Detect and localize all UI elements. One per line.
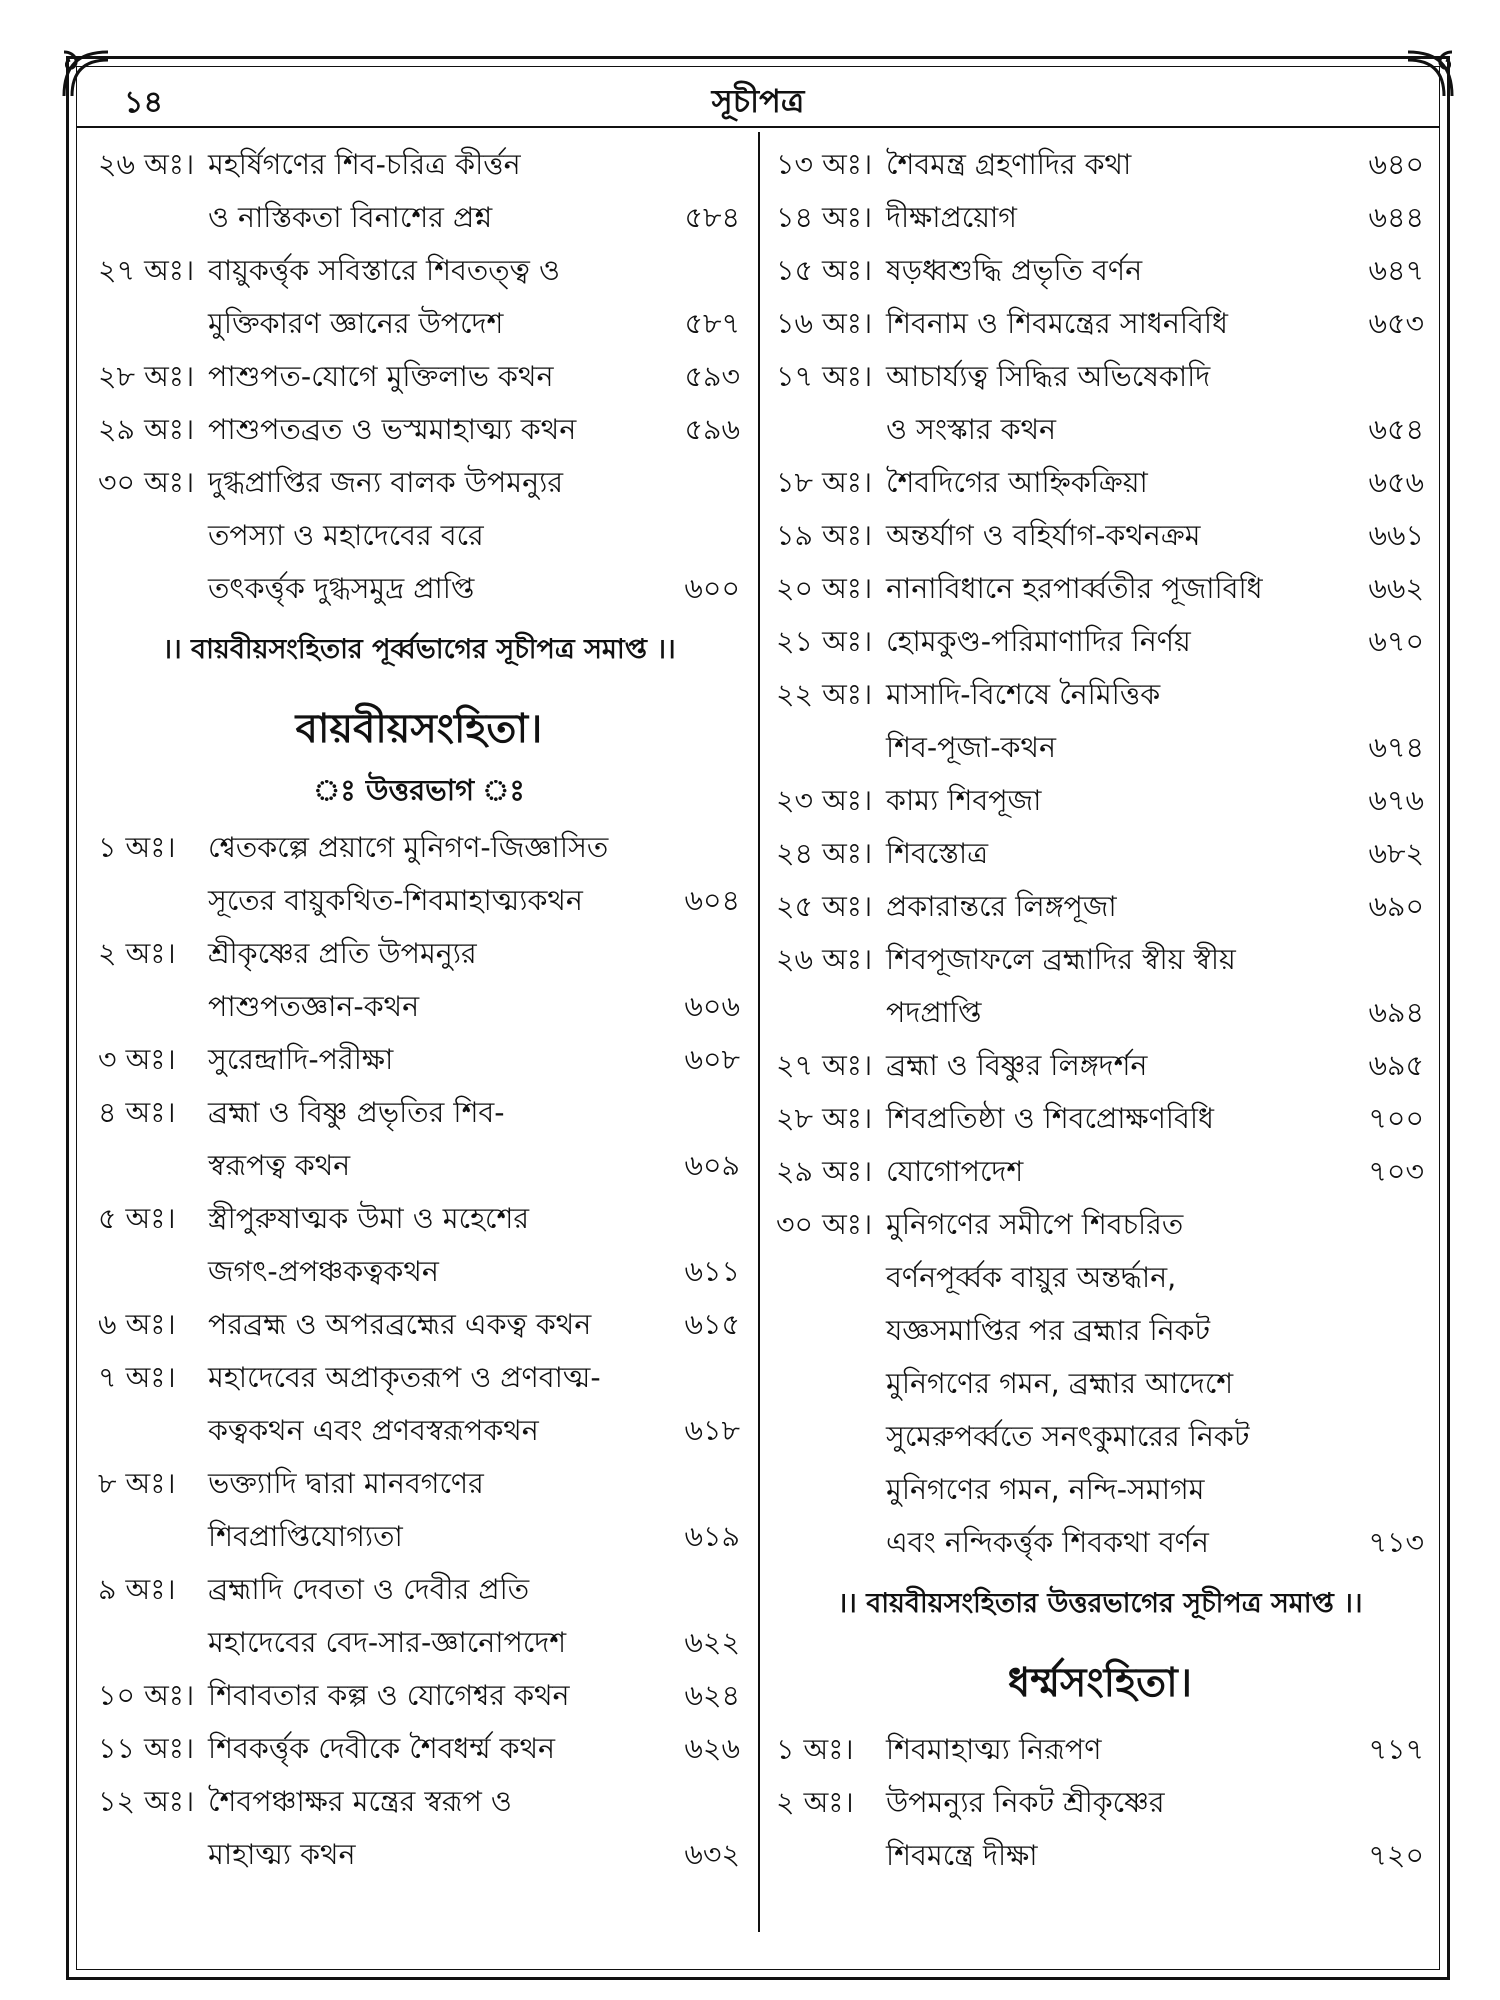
chapter-title: শিবপ্রতিষ্ঠা ও শিবপ্রোক্ষণবিধি [886, 1102, 1214, 1135]
page-reference: ৭১৭ [1368, 1733, 1424, 1766]
chapter-title: শৈবপঞ্চাক্ষর মন্ত্রের স্বরূপ ও [208, 1785, 512, 1818]
toc-entry [98, 1192, 740, 1298]
chapter-number: ১৪ অঃ। [776, 201, 873, 234]
toc-entry [776, 1039, 1424, 1092]
chapter-number: ৮ অঃ। [98, 1467, 176, 1500]
toc-list [98, 821, 740, 1881]
toc-line [98, 1298, 740, 1351]
page-reference: ৬০০ [684, 572, 740, 605]
chapter-title: সূতের বায়ুকথিত-শিবমাহাত্ম্যকথন [208, 884, 583, 917]
toc-line [98, 1510, 740, 1563]
toc-line [776, 1145, 1424, 1198]
toc-line [98, 244, 740, 297]
chapter-number: ৬ অঃ। [98, 1308, 176, 1341]
toc-line [98, 297, 740, 350]
page-reference: ৫৯৩ [684, 360, 740, 393]
page-reference: ৭২০ [1368, 1839, 1424, 1872]
chapter-title: ও সংস্কার কথন [886, 413, 1057, 446]
chapter-number: ২৭ অঃ। [776, 1049, 873, 1082]
toc-entry [98, 244, 740, 350]
chapter-number: ২৪ অঃ। [776, 837, 873, 870]
toc-entry [98, 403, 740, 456]
toc-entry [776, 350, 1424, 456]
chapter-title: ব্রহ্মা ও বিষ্ণু প্রভৃতির শিব- [208, 1096, 505, 1129]
chapter-title: প্রকারান্তরে লিঙ্গপূজা [886, 890, 1117, 923]
section-title: বায়বীয়সংহিতা। [295, 706, 543, 752]
toc-line [98, 1775, 740, 1828]
chapter-title: পদপ্রাপ্তি [886, 996, 982, 1029]
chapter-title: পরব্রহ্ম ও অপরব্রহ্মের একত্ব কথন [208, 1308, 592, 1341]
toc-entry [776, 933, 1424, 1039]
chapter-title: শিবাবতার কল্প ও যোগেশ্বর কথন [208, 1679, 570, 1712]
toc-line [776, 1723, 1424, 1776]
chapter-title: কত্বকথন এবং প্রণবস্বরূপকথন [208, 1414, 539, 1447]
toc-entry [98, 1351, 740, 1457]
page-reference: ৬৭৪ [1368, 731, 1424, 764]
toc-line [776, 509, 1424, 562]
chapter-number: ২৮ অঃ। [98, 360, 195, 393]
chapter-title: ব্রহ্মা ও বিষ্ণুর লিঙ্গদর্শন [886, 1049, 1148, 1082]
page-reference: ৭১৩ [1368, 1526, 1424, 1559]
page-number: ১৪ [124, 85, 163, 120]
chapter-title: মহর্ষিগণের শিব-চরিত্র কীর্ত্তন [208, 148, 521, 181]
chapter-number: ৪ অঃ। [98, 1096, 176, 1129]
chapter-title: শিবকর্ত্তৃক দেবীকে শৈবধর্ম্ম কথন [208, 1732, 556, 1765]
toc-line [776, 933, 1424, 986]
page-reference: ৬০৮ [684, 1043, 740, 1076]
page-reference: ৬৯৫ [1368, 1049, 1424, 1082]
page-reference: ৬২৪ [684, 1679, 740, 1712]
chapter-title: মহাদেবের বেদ-সার-জ্ঞানোপদেশ [208, 1626, 567, 1659]
chapter-title: দীক্ষাপ্রয়োগ [886, 201, 1017, 234]
toc-line [776, 1092, 1424, 1145]
chapter-title: উপমন্যুর নিকট শ্রীকৃষ্ণের [886, 1786, 1165, 1819]
chapter-number: ১৭ অঃ। [776, 360, 873, 393]
chapter-title: জগৎ-প্রপঞ্চকত্বকথন [208, 1255, 439, 1288]
chapter-title: মুনিগণের গমন, ব্রহ্মার আদেশে [886, 1367, 1234, 1400]
toc-entry [98, 1563, 740, 1669]
chapter-title: শিবপূজাফলে ব্রহ্মাদির স্বীয় স্বীয় [886, 943, 1236, 976]
toc-line [98, 1616, 740, 1669]
section-end-note: ।। বায়বীয়সংহিতার পূর্ব্বভাগের সূচীপত্র সমাপ্ত ।। [162, 634, 676, 665]
toc-entry [776, 1145, 1424, 1198]
toc-line [776, 244, 1424, 297]
toc-line [776, 668, 1424, 721]
chapter-title: স্বরূপত্ব কথন [208, 1149, 351, 1182]
page-reference: ৬৪৭ [1368, 254, 1424, 287]
chapter-number: ১৯ অঃ। [776, 519, 873, 552]
chapter-title: শৈবদিগের আহ্নিকক্রিয়া [886, 466, 1148, 499]
chapter-title: শিবস্তোত্র [886, 837, 989, 870]
chapter-title: শৈবমন্ত্র গ্রহণাদির কথা [886, 148, 1132, 181]
toc-entry [98, 1722, 740, 1775]
toc-line [776, 774, 1424, 827]
page-reference: ৭০০ [1368, 1102, 1424, 1135]
toc-line [98, 1722, 740, 1775]
toc-line [776, 1776, 1424, 1829]
chapter-number: ২ অঃ। [98, 937, 176, 970]
chapter-number: ২২ অঃ। [776, 678, 873, 711]
toc-line [98, 821, 740, 874]
toc-line [98, 1563, 740, 1616]
page-reference: ৬৮২ [1368, 837, 1424, 870]
page-reference: ৬৫৩ [1368, 307, 1424, 340]
chapter-number: ১৩ অঃ। [776, 148, 873, 181]
chapter-title: শিবমাহাত্ম্য নিরূপণ [886, 1733, 1102, 1766]
toc-line [776, 986, 1424, 1039]
column-divider [758, 132, 760, 1932]
toc-line [776, 1357, 1424, 1410]
chapter-number: ৭ অঃ। [98, 1361, 176, 1394]
chapter-number: ১০ অঃ। [98, 1679, 195, 1712]
chapter-title: শ্রীকৃষ্ণের প্রতি উপমন্যুর [208, 937, 477, 970]
page-reference: ৭০৩ [1368, 1155, 1424, 1188]
chapter-title: ব্রহ্মাদি দেবতা ও দেবীর প্রতি [208, 1573, 530, 1606]
page-reference: ৬১৮ [684, 1414, 740, 1447]
page-reference: ৬১৯ [684, 1520, 740, 1553]
chapter-title: দুগ্ধপ্রাপ্তির জন্য বালক উপমন্যুর [208, 466, 564, 499]
page-reference: ৬২২ [684, 1626, 740, 1659]
chapter-number: ৫ অঃ। [98, 1202, 176, 1235]
chapter-number: ১৫ অঃ। [776, 254, 873, 287]
chapter-number: ২৯ অঃ। [98, 413, 195, 446]
chapter-number: ২৭ অঃ। [98, 254, 195, 287]
chapter-title: পাশুপতজ্ঞান-কথন [208, 990, 420, 1023]
toc-entry [98, 138, 740, 244]
toc-line [776, 297, 1424, 350]
section-end-note: ।। বায়বীয়সংহিতার উত্তরভাগের সূচীপত্র সমাপ্ত ।। [837, 1588, 1363, 1619]
toc-entry [98, 456, 740, 615]
toc-line [98, 509, 740, 562]
toc-line [776, 1410, 1424, 1463]
toc-entry [98, 1033, 740, 1086]
running-title: সূচীপত্র [711, 82, 805, 120]
chapter-title: অন্তর্যাগ ও বহির্যাগ-কথনক্রম [886, 519, 1201, 552]
chapter-title: নানাবিধানে হরপার্ব্বতীর পূজাবিধি [886, 572, 1263, 605]
toc-line [776, 880, 1424, 933]
toc-line [98, 1351, 740, 1404]
chapter-number: ৩০ অঃ। [776, 1208, 873, 1241]
toc-entry [776, 1092, 1424, 1145]
page-reference: ৬৪৪ [1368, 201, 1424, 234]
toc-line [98, 1139, 740, 1192]
chapter-number: ৩০ অঃ। [98, 466, 195, 499]
toc-line [98, 927, 740, 980]
toc-line [98, 562, 740, 615]
chapter-number: ২০ অঃ। [776, 572, 873, 605]
toc-line [776, 1829, 1424, 1882]
section-title: ধর্ম্মসংহিতা। [1007, 1660, 1193, 1706]
toc-entry [776, 138, 1424, 191]
chapter-number: ১৮ অঃ। [776, 466, 873, 499]
chapter-title: শিব-পূজা-কথন [886, 731, 1056, 764]
page-reference: ৫৯৬ [684, 413, 740, 446]
toc-entry [98, 1775, 740, 1881]
chapter-title: মহাদেবের অপ্রাকৃতরূপ ও প্রণবাত্ম- [208, 1361, 601, 1394]
chapter-title: শ্বেতকল্পে প্রয়াগে মুনিগণ-জিজ্ঞাসিত [208, 831, 609, 864]
chapter-title: সুরেন্দ্রাদি-পরীক্ষা [208, 1043, 394, 1076]
chapter-number: ২৫ অঃ। [776, 890, 873, 923]
toc-line [98, 350, 740, 403]
chapter-title: ভক্ত্যাদি দ্বারা মানবগণের [208, 1467, 484, 1500]
toc-entry [776, 562, 1424, 615]
toc-entry [776, 774, 1424, 827]
toc-entry [98, 350, 740, 403]
chapter-title: আচার্য্যত্ব সিদ্ধির অভিষেকাদি [886, 360, 1211, 393]
chapter-number: ১৬ অঃ। [776, 307, 873, 340]
chapter-title: মাসাদি-বিশেষে নৈমিত্তিক [886, 678, 1161, 711]
toc-entry [776, 880, 1424, 933]
toc-entry [98, 927, 740, 1033]
chapter-title: পাশুপত-যোগে মুক্তিলাভ কথন [208, 360, 554, 393]
toc-entry [98, 1457, 740, 1563]
chapter-title: ও নাস্তিকতা বিনাশের প্রশ্ন [208, 201, 493, 234]
toc-line [776, 721, 1424, 774]
chapter-number: ২৮ অঃ। [776, 1102, 873, 1135]
chapter-number: ২৩ অঃ। [776, 784, 873, 817]
chapter-title: মুক্তিকারণ জ্ঞানের উপদেশ [208, 307, 504, 340]
page-reference: ৬১৫ [684, 1308, 740, 1341]
page-header [76, 70, 1440, 124]
page-reference: ৬৬২ [1368, 572, 1424, 605]
toc-line [776, 456, 1424, 509]
toc-line [98, 1192, 740, 1245]
chapter-title: তৎকর্ত্তৃক দুগ্ধসমুদ্র প্রাপ্তি [208, 572, 475, 605]
page-reference: ৬২৬ [684, 1732, 740, 1765]
page-reference: ৬৯০ [1368, 890, 1424, 923]
chapter-title: কাম্য শিবপূজা [886, 784, 1042, 817]
toc-line [776, 1251, 1424, 1304]
toc-line [776, 1516, 1424, 1569]
chapter-number: ২৬ অঃ। [776, 943, 873, 976]
page-reference: ৬৫৪ [1368, 413, 1424, 446]
toc-line [98, 138, 740, 191]
chapter-title: বায়ুকর্ত্তৃক সবিস্তারে শিবতত্ত্ব ও [208, 254, 560, 287]
toc-line [98, 1086, 740, 1139]
chapter-title: এবং নন্দিকর্ত্তৃক শিবকথা বর্ণন [886, 1526, 1209, 1559]
chapter-title: মুনিগণের গমন, নন্দি-সমাগম [886, 1473, 1205, 1506]
page-reference: ৬৬১ [1368, 519, 1424, 552]
toc-entry [776, 1776, 1424, 1882]
toc-entry [776, 297, 1424, 350]
toc-entry [98, 1669, 740, 1722]
chapter-number: ১১ অঃ। [98, 1732, 195, 1765]
toc-line [98, 874, 740, 927]
toc-line [776, 615, 1424, 668]
toc-entry [776, 668, 1424, 774]
page-reference: ৬৩২ [684, 1838, 740, 1871]
toc-entry [776, 456, 1424, 509]
toc-line [776, 191, 1424, 244]
toc-entry [776, 827, 1424, 880]
toc-list [776, 1723, 1424, 1882]
chapter-number: ৯ অঃ। [98, 1573, 176, 1606]
chapter-title: যোগোপদেশ [886, 1155, 1024, 1188]
toc-entry [776, 1198, 1424, 1569]
toc-line [98, 1033, 740, 1086]
toc-entry [98, 821, 740, 927]
toc-entry [776, 191, 1424, 244]
toc-line [98, 1404, 740, 1457]
chapter-number: ৩ অঃ। [98, 1043, 176, 1076]
toc-line [776, 403, 1424, 456]
page-reference: ৬৭৬ [1368, 784, 1424, 817]
toc-line [98, 1828, 740, 1881]
chapter-number: ২৬ অঃ। [98, 148, 195, 181]
toc-line [98, 980, 740, 1033]
toc-line [776, 1198, 1424, 1251]
toc-line [776, 1039, 1424, 1092]
page-reference: ৬৯৪ [1368, 996, 1424, 1029]
toc-line [98, 1457, 740, 1510]
toc-entry [776, 615, 1424, 668]
toc-entry [776, 244, 1424, 297]
toc-line [776, 827, 1424, 880]
chapter-title: শিবপ্রাপ্তিযোগ্যতা [208, 1520, 403, 1553]
page-reference: ৬৪০ [1368, 148, 1424, 181]
right-column [776, 138, 1424, 1882]
page-reference: ৬০৪ [684, 884, 740, 917]
toc-entry [98, 1086, 740, 1192]
page-reference: ৫৮৪ [684, 201, 740, 234]
chapter-number: ২ অঃ। [776, 1786, 854, 1819]
chapter-title: স্ত্রীপুরুষাত্মক উমা ও মহেশের [208, 1202, 530, 1235]
toc-list [776, 138, 1424, 1569]
chapter-number: ১ অঃ। [776, 1733, 854, 1766]
page-reference: ৬৫৬ [1368, 466, 1424, 499]
subsection-title: ঃ উত্তরভাগ ঃ [313, 773, 525, 807]
chapter-title: শিবনাম ও শিবমন্ত্রের সাধনবিধি [886, 307, 1228, 340]
toc-line [776, 350, 1424, 403]
toc-line [98, 191, 740, 244]
chapter-number: ১ অঃ। [98, 831, 176, 864]
page-reference: ৬১১ [684, 1255, 740, 1288]
chapter-title: তপস্যা ও মহাদেবের বরে [208, 519, 484, 552]
toc-line [98, 1245, 740, 1298]
toc-entry [776, 509, 1424, 562]
left-column [98, 138, 740, 1881]
chapter-number: ২৯ অঃ। [776, 1155, 873, 1188]
chapter-number: ২১ অঃ। [776, 625, 873, 658]
chapter-title: যজ্ঞসমাপ্তির পর ব্রহ্মার নিকট [886, 1314, 1211, 1347]
toc-line [776, 1304, 1424, 1357]
toc-list [98, 138, 740, 615]
chapter-title: বর্ণনপূর্ব্বক বায়ুর অন্তর্দ্ধান, [886, 1261, 1177, 1294]
page-reference: ৬০৯ [684, 1149, 740, 1182]
page-reference: ৬০৬ [684, 990, 740, 1023]
toc-entry [776, 1723, 1424, 1776]
page-reference: ৬৭০ [1368, 625, 1424, 658]
chapter-title: শিবমন্ত্রে দীক্ষা [886, 1839, 1038, 1872]
toc-line [776, 1463, 1424, 1516]
chapter-number: ১২ অঃ। [98, 1785, 195, 1818]
chapter-title: পাশুপতব্রত ও ভস্মমাহাত্ম্য কথন [208, 413, 577, 446]
toc-line [776, 138, 1424, 191]
page-reference: ৫৮৭ [684, 307, 740, 340]
toc-line [98, 456, 740, 509]
chapter-title: হোমকুণ্ড-পরিমাণাদির নির্ণয় [886, 625, 1191, 658]
header-rule [76, 126, 1440, 128]
toc-line [776, 562, 1424, 615]
toc-line [98, 403, 740, 456]
chapter-title: সুমেরুপর্ব্বতে সনৎকুমারের নিকট [886, 1420, 1250, 1453]
chapter-title: ষড়ধ্বশুদ্ধি প্রভৃতি বর্ণন [886, 254, 1143, 287]
toc-line [98, 1669, 740, 1722]
chapter-title: মাহাত্ম্য কথন [208, 1838, 356, 1871]
toc-entry [98, 1298, 740, 1351]
chapter-title: মুনিগণের সমীপে শিবচরিত [886, 1208, 1184, 1241]
